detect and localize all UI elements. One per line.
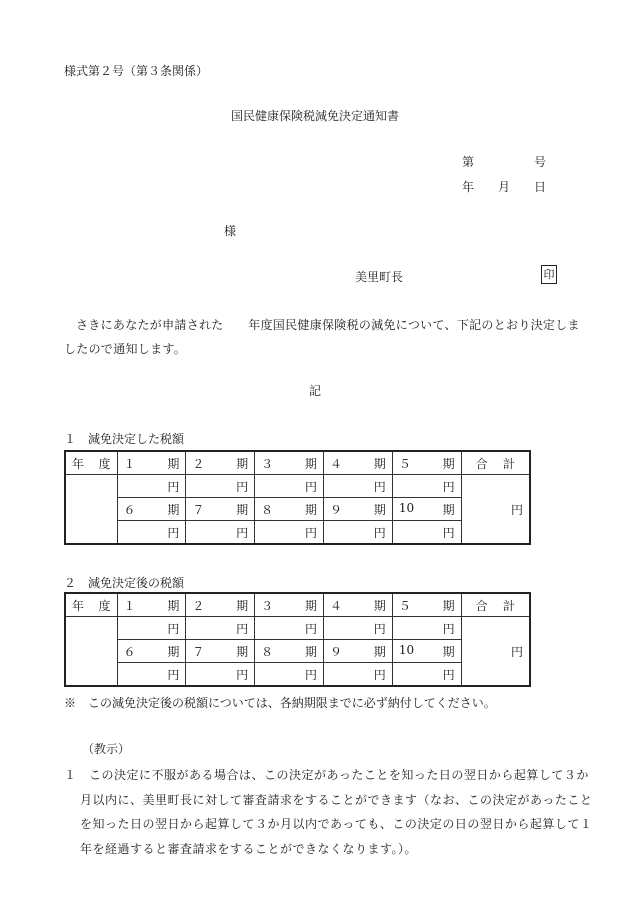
tax-table-after-reduction (64, 592, 531, 687)
total-header: 合 計 (461, 451, 530, 475)
period-header: ５ 期 (392, 593, 461, 617)
section-2-heading: ２ 減免決定後の税額 (64, 576, 185, 590)
notice-body: さきにあなたが申請された 年度国民健康保険税の減免について、下記のとおり決定しましたので通知します。 (64, 318, 580, 356)
period-header: ３ 期 (255, 593, 324, 617)
yen-cell: 円 (323, 617, 392, 640)
period-header: ６ 期 (117, 640, 186, 663)
table-row (65, 663, 530, 687)
yen-cell: 円 (186, 663, 255, 687)
yen-cell: 円 (255, 663, 324, 687)
form-number-label: 様式第２号（第３条関係） (64, 64, 209, 78)
yen-cell: 円 (255, 521, 324, 545)
period-header: １ 期 (117, 451, 186, 475)
tax-table-reduced (64, 450, 531, 545)
seal-mark: 印 (541, 265, 557, 284)
document-title: 国民健康保険税減免決定通知書 (230, 109, 399, 123)
period-header: ４ 期 (323, 451, 392, 475)
period-header: ４ 期 (323, 593, 392, 617)
period-header: ５ 期 (392, 451, 461, 475)
year-header: 年 度 (65, 451, 117, 475)
table-row (65, 475, 530, 498)
instruction-heading: （教示） (82, 742, 131, 756)
yen-cell: 円 (117, 475, 186, 498)
period-header: ８ 期 (255, 640, 324, 663)
period-header: ７ 期 (186, 640, 255, 663)
total-header: 合 計 (461, 593, 530, 617)
yen-cell: 円 (255, 617, 324, 640)
table-row (65, 617, 530, 640)
period-header: 10 期 (392, 640, 461, 663)
yen-cell: 円 (392, 617, 461, 640)
period-header: 10 期 (392, 498, 461, 521)
yen-cell: 円 (323, 663, 392, 687)
yen-cell: 円 (117, 521, 186, 545)
yen-cell: 円 (186, 475, 255, 498)
yen-cell: 円 (117, 617, 186, 640)
yen-cell: 円 (323, 475, 392, 498)
ki-heading: 記 (308, 384, 321, 398)
yen-cell: 円 (392, 663, 461, 687)
period-header: ９ 期 (323, 640, 392, 663)
document-date-line: 年 月 日 (462, 180, 547, 194)
yen-cell: 円 (392, 521, 461, 545)
year-header: 年 度 (65, 593, 117, 617)
yen-cell: 円 (323, 521, 392, 545)
yen-cell: 円 (186, 617, 255, 640)
table-row (65, 640, 530, 663)
section-1-heading: １ 減免決定した税額 (64, 432, 185, 446)
period-header: ３ 期 (255, 451, 324, 475)
yen-cell: 円 (186, 521, 255, 545)
table-row (65, 593, 530, 617)
period-header: ２ 期 (186, 451, 255, 475)
table-row (65, 451, 530, 475)
yen-cell: 円 (117, 663, 186, 687)
document-number-line: 第 号 (462, 155, 547, 169)
total-cell: 円 (461, 617, 530, 687)
year-cell (65, 475, 117, 545)
year-cell (65, 617, 117, 687)
period-header: ２ 期 (186, 593, 255, 617)
recipient-suffix: 様 (224, 224, 237, 238)
table-row (65, 498, 530, 521)
yen-cell: 円 (255, 475, 324, 498)
period-header: ７ 期 (186, 498, 255, 521)
sender-name: 美里町長 (355, 270, 404, 284)
instruction-text: １ この決定に不服がある場合は、この決定があったことを知った日の翌日から起算して３か月以内に、美里町長に対して審査請求をすることができます（なお、この決定があったことを知った日の翌日から起算して３か月以内であっても、この決定の日の翌日から起算して１年を経過すると審査請求をすることができなくなります。）。 (64, 768, 593, 856)
total-cell: 円 (461, 475, 530, 545)
yen-cell: 円 (392, 475, 461, 498)
table-row (65, 521, 530, 545)
payment-note: ※ この減免決定後の税額については、各納期限までに必ず納付してください。 (64, 696, 496, 710)
period-header: ８ 期 (255, 498, 324, 521)
period-header: １ 期 (117, 593, 186, 617)
period-header: ６ 期 (117, 498, 186, 521)
period-header: ９ 期 (323, 498, 392, 521)
